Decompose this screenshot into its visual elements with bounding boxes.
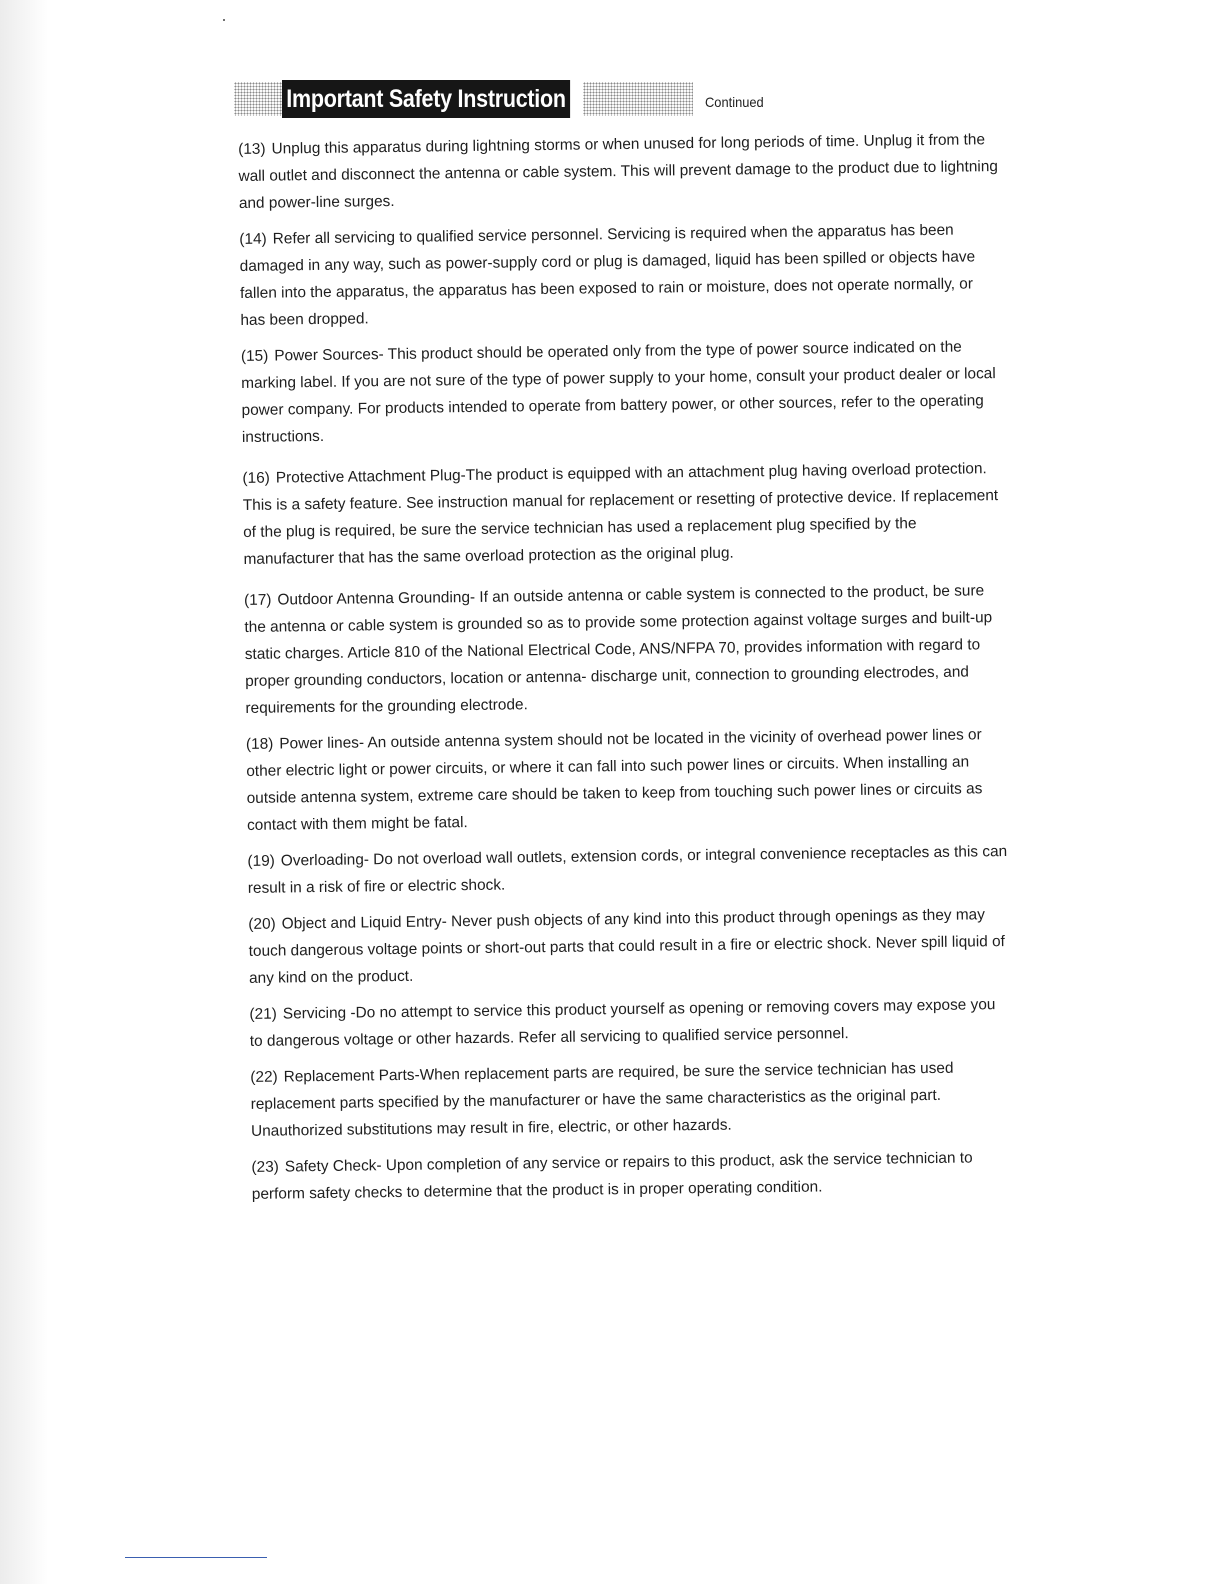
- section-title: Important Safety Instruction: [282, 80, 570, 118]
- header-dot-pattern-left: [234, 82, 282, 116]
- item-text: Replacement Parts-When replacement parts are required, be sure the service technician has used replacement parts specified by the manufacturer or have the same characteristics as the original part. Unauthorized substitutions may result in fire, electric, or other hazards.: [250, 1059, 954, 1140]
- continued-label: Continued: [704, 94, 764, 110]
- instruction-item-14: [239, 216, 1000, 334]
- item-number: (13): [238, 140, 266, 158]
- item-number: (14): [239, 230, 267, 248]
- instruction-item-20: [248, 901, 1009, 992]
- item-text: Refer all servicing to qualified service personnel. Servicing is required when the apparatus has been damaged in any way, such as power-supply cord or plug is damaged, liquid has been spilled or objects have fallen into the apparatus, the apparatus has been exposed to rain or moisture, does not operate normally, or has been dropped.: [239, 221, 976, 329]
- item-number: (18): [245, 735, 274, 753]
- section-header: [234, 80, 769, 118]
- instruction-item-17: [244, 577, 1006, 722]
- instruction-item-18: [246, 721, 1007, 839]
- instruction-item-15: [241, 333, 1002, 451]
- item-number: (20): [248, 915, 276, 933]
- instruction-item-23: [251, 1144, 1012, 1208]
- item-text: Safety Check- Upon completion of any service or repairs to this product, ask the service technician to perform safety checks to determine that the product is in proper operating condition.: [251, 1149, 973, 1203]
- header-dot-pattern-right: [583, 82, 693, 116]
- item-number: (23): [251, 1158, 279, 1176]
- item-text: Overloading- Do not overload wall outlets, extension cords, or integral convenience receptacles as this can result in a risk of fire or electric shock.: [247, 842, 1008, 897]
- item-text: Power Sources- This product should be operated only from the type of power source indicated on the marking label. If you are not sure of the type of power supply to your home, consult your product dealer or local power company. For products intended to operate from battery power, or other sources, refer to the operating instructions.: [241, 338, 996, 446]
- item-number: (22): [250, 1068, 278, 1086]
- item-number: (17): [243, 591, 272, 609]
- item-text: Unplug this apparatus during lightning storms or when unused for long periods of time. Unplug it from the wall outlet and disconnect the antenna or cable system. This will prevent damage to the product due to lightning and power-line surges.: [238, 131, 999, 212]
- instruction-item-13: [238, 126, 999, 217]
- scan-shadow-edge: [0, 0, 48, 1584]
- item-text: Servicing -Do no attempt to service this product yourself as opening or removing covers may expose you to dangerous voltage or other hazards. Refer all servicing to qualified service personnel.: [249, 996, 996, 1050]
- instruction-item-22: [250, 1054, 1011, 1145]
- item-number: (16): [242, 469, 270, 487]
- item-number: (19): [247, 852, 275, 870]
- item-text: Protective Attachment Plug-The product is equipped with an attachment plug having overload protection. This is a safety feature. See instruction manual for replacement or resetting of protective device. If replacement of the plug is required, be sure the service technician has used a replacement plug specified by the manufacturer that has the same overload protection as the original plug.: [242, 460, 999, 568]
- instruction-list: [238, 126, 1012, 1217]
- instruction-item-16: [242, 455, 1003, 573]
- footnote-divider: [125, 1557, 267, 1558]
- instruction-item-21: [249, 991, 1010, 1055]
- item-number: (21): [249, 1005, 277, 1023]
- scan-speck: [223, 19, 225, 21]
- item-number: (15): [240, 347, 269, 365]
- item-text: Outdoor Antenna Grounding- If an outside antenna or cable system is connected to the product, be sure the antenna or cable system is grounded so as to provide some protection against voltage surges and built-up static charges. Article 810 of the National Electrical Code, ANS/NFPA 70, provides information with regard to proper grounding conductors, location or antenna- discharge unit, connection to grounding electrodes, and requirements for the grounding electrode.: [244, 582, 993, 717]
- instruction-item-19: [247, 838, 1008, 902]
- item-text: Object and Liquid Entry- Never push objects of any kind into this product through openings as they may touch dangerous voltage points or short-out parts that could result in a fire or electric shock. Never spill liquid of any kind on the product.: [248, 906, 1005, 987]
- item-text: Power lines- An outside antenna system should not be located in the vicinity of overhead power lines or other electric light or power circuits, or where it can fall into such power lines or circuits. When installing an outside antenna system, extreme care should be taken to keep from touching such power lines or circuits as contact with them might be fatal.: [246, 726, 983, 834]
